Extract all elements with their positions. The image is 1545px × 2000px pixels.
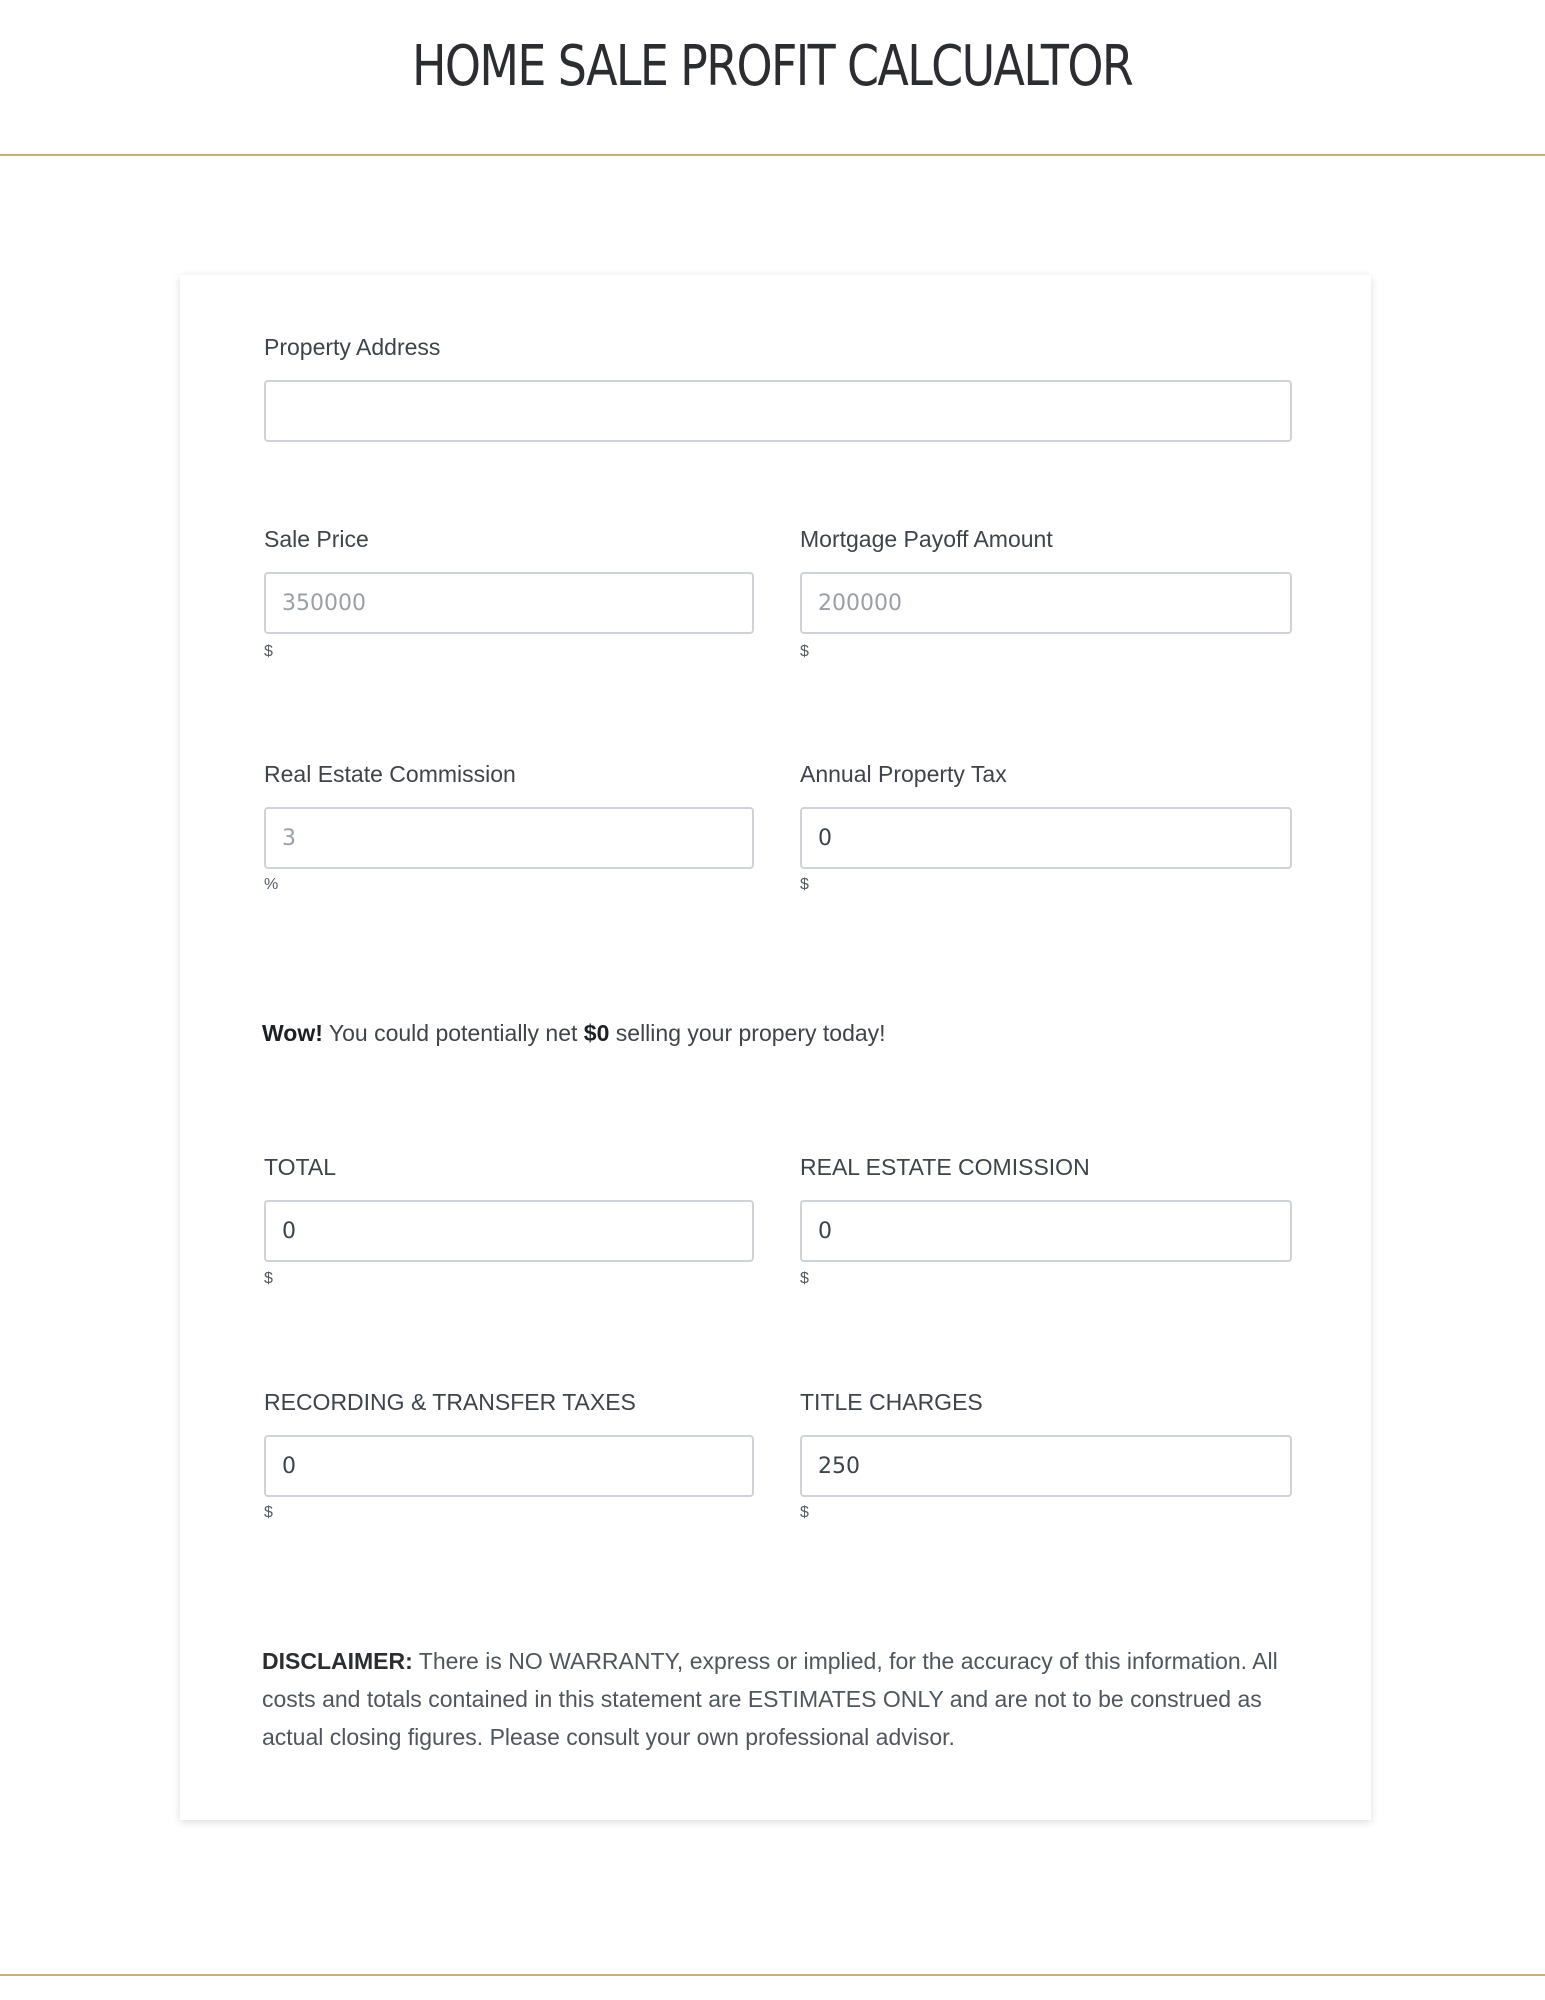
property-address-label: Property Address bbox=[264, 334, 441, 360]
annual-property-tax-input[interactable]: 0 bbox=[800, 807, 1292, 869]
sale-price-unit: $ bbox=[264, 643, 273, 660]
total-input[interactable]: 0 bbox=[264, 1200, 754, 1262]
disclaimer-text: There is NO WARRANTY, express or implied, for the accuracy of this information. All costs and totals contained in this statement are ESTIMATES ONLY and are not to be construed as actual closing figures. Please consult your own professional advisor. bbox=[262, 1648, 1278, 1750]
recording-taxes-field bbox=[264, 1388, 754, 1538]
net-result-message bbox=[262, 1020, 886, 1047]
disclaimer bbox=[262, 1642, 1302, 1756]
total-unit: $ bbox=[264, 1270, 273, 1287]
mortgage-payoff-field bbox=[800, 525, 1292, 675]
annual-property-tax-label: Annual Property Tax bbox=[800, 761, 1007, 787]
commission-amount-label: REAL ESTATE COMISSION bbox=[800, 1154, 1090, 1180]
property-address-input[interactable] bbox=[264, 380, 1292, 442]
annual-property-tax-field bbox=[800, 760, 1292, 910]
footer-divider bbox=[0, 1974, 1545, 1976]
recording-taxes-label: RECORDING & TRANSFER TAXES bbox=[264, 1389, 636, 1415]
commission-rate-label: Real Estate Commission bbox=[264, 761, 516, 787]
commission-rate-unit: % bbox=[264, 876, 279, 893]
title-charges-unit: $ bbox=[800, 1504, 809, 1521]
title-charges-field bbox=[800, 1388, 1292, 1538]
commission-amount-field bbox=[800, 1153, 1292, 1303]
net-suffix: selling your propery today! bbox=[615, 1020, 886, 1046]
commission-rate-input[interactable]: 3 bbox=[264, 807, 754, 869]
page-title: HOME SALE PROFIT CALCUALTOR bbox=[412, 33, 1133, 99]
total-field bbox=[264, 1153, 754, 1303]
sale-price-input[interactable]: 350000 bbox=[264, 572, 754, 634]
total-label: TOTAL bbox=[264, 1154, 336, 1180]
mortgage-payoff-label: Mortgage Payoff Amount bbox=[800, 526, 1053, 552]
wow-text: Wow! bbox=[262, 1020, 323, 1046]
commission-rate-field bbox=[264, 760, 754, 910]
recording-taxes-input[interactable]: 0 bbox=[264, 1435, 754, 1497]
calculator-card bbox=[180, 275, 1371, 1820]
net-prefix: You could potentially net bbox=[328, 1020, 578, 1046]
title-charges-input[interactable]: 250 bbox=[800, 1435, 1292, 1497]
annual-property-tax-unit: $ bbox=[800, 876, 809, 893]
commission-amount-unit: $ bbox=[800, 1270, 809, 1287]
net-amount: $0 bbox=[583, 1020, 610, 1046]
sale-price-label: Sale Price bbox=[264, 526, 369, 552]
header bbox=[0, 0, 1545, 156]
title-charges-label: TITLE CHARGES bbox=[800, 1389, 983, 1415]
sale-price-field bbox=[264, 525, 754, 675]
mortgage-payoff-unit: $ bbox=[800, 643, 809, 660]
mortgage-payoff-input[interactable]: 200000 bbox=[800, 572, 1292, 634]
recording-taxes-unit: $ bbox=[264, 1504, 273, 1521]
disclaimer-label: DISCLAIMER: bbox=[262, 1648, 413, 1674]
commission-amount-input[interactable]: 0 bbox=[800, 1200, 1292, 1262]
property-address-field bbox=[264, 333, 1292, 433]
